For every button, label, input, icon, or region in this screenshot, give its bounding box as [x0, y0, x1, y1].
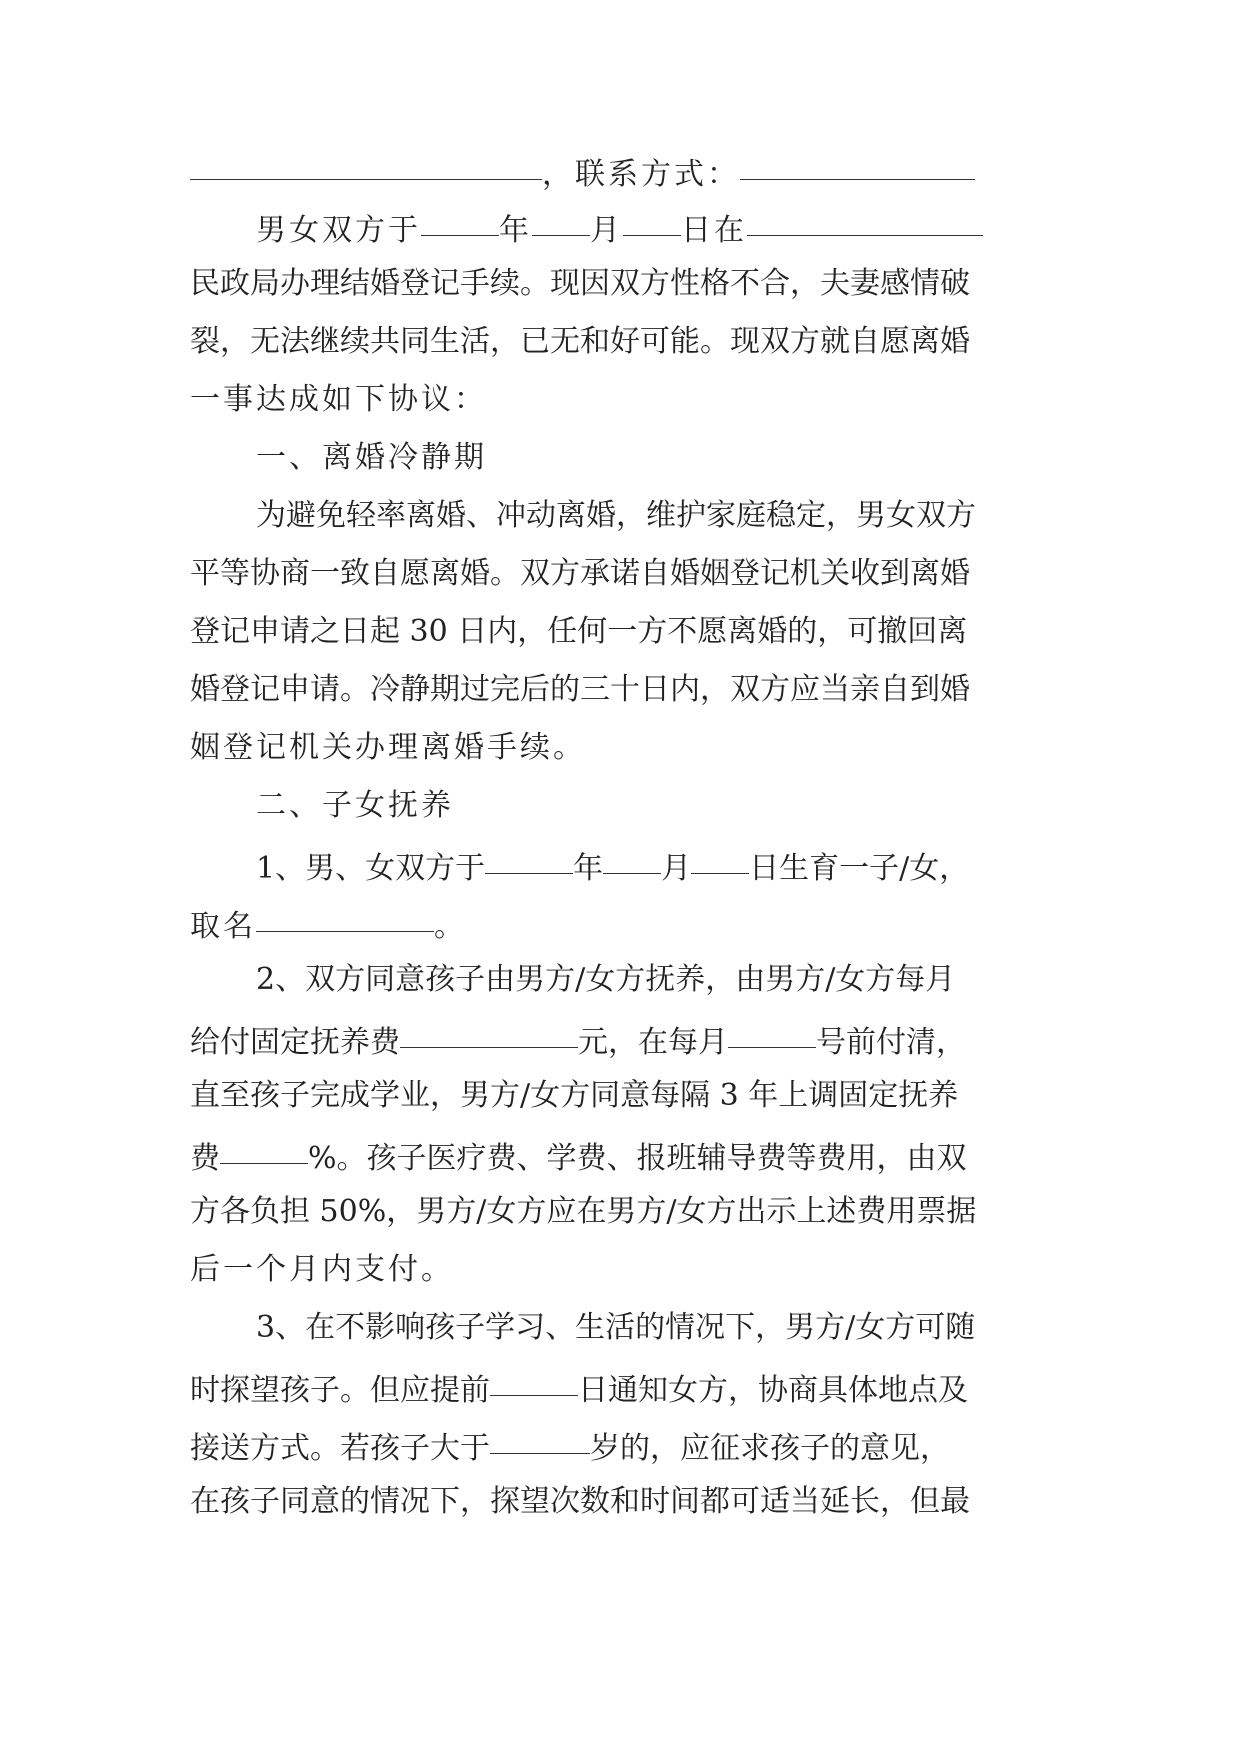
text-line [190, 1361, 1050, 1411]
fill-in-blank[interactable] [490, 1419, 590, 1454]
text-line [190, 1071, 1050, 1121]
line-text: 元，在每月 [578, 1025, 728, 1060]
line-text: 费 [190, 1141, 220, 1176]
line-text: 后一个月内支付。 [190, 1252, 454, 1287]
line-text: 日生育一子/女， [749, 851, 970, 886]
text-line [190, 1129, 1050, 1179]
text-line [190, 259, 1050, 309]
fill-in-blank[interactable] [256, 897, 434, 932]
text-line [190, 549, 1050, 599]
line-text: 取名 [190, 909, 256, 944]
text-line [190, 1419, 1050, 1469]
line-text: 二、子女抚养 [256, 788, 454, 823]
line-text: 年 [573, 851, 604, 886]
text-line [190, 897, 1050, 947]
text-line [190, 317, 1050, 367]
text-line [256, 955, 1050, 1005]
line-text: 月 [590, 213, 623, 248]
line-text: 1、男、女双方于 [256, 851, 486, 886]
fill-in-blank[interactable] [623, 201, 681, 236]
text-line [190, 1245, 1050, 1295]
text-line [190, 145, 1050, 195]
line-text: %。孩子医疗费、学费、报班辅导费等费用，由双 [308, 1141, 967, 1176]
text-line [256, 839, 1050, 889]
line-text: 年 [499, 213, 532, 248]
line-text: 裂，无法继续共同生活，已无和好可能。现双方就自愿离婚 [190, 324, 970, 359]
text-line [190, 665, 1050, 715]
line-text: 方各负担 50%，男方/女方应在男方/女方出示上述费用票据 [190, 1194, 977, 1229]
line-text: 接送方式。若孩子大于 [190, 1431, 490, 1466]
line-text: 一事达成如下协议： [190, 382, 487, 417]
line-text: 。 [434, 909, 467, 944]
line-text: 2、双方同意孩子由男方/女方抚养，由男方/女方每月 [256, 962, 956, 997]
fill-in-blank[interactable] [190, 145, 542, 180]
fill-in-blank[interactable] [490, 1361, 578, 1396]
text-line [190, 1477, 1050, 1527]
text-line [190, 1013, 1050, 1063]
fill-in-blank[interactable] [728, 1013, 816, 1048]
fill-in-blank[interactable] [400, 1013, 578, 1048]
line-text: 号前付清， [816, 1025, 966, 1060]
text-line [256, 491, 1050, 541]
line-text: 为避免轻率离婚、冲动离婚，维护家庭稳定，男女双方 [256, 498, 976, 533]
line-text: 3、在不影响孩子学习、生活的情况下，男方/女方可随 [256, 1310, 976, 1345]
fill-in-blank[interactable] [740, 145, 975, 180]
line-text: 民政局办理结婚登记手续。现因双方性格不合，夫妻感情破 [190, 266, 970, 301]
text-line [190, 607, 1050, 657]
fill-in-blank[interactable] [532, 201, 590, 236]
line-text: 日在 [681, 213, 747, 248]
line-text: 直至孩子完成学业，男方/女方同意每隔 3 年上调固定抚养 [190, 1078, 959, 1113]
line-text: 平等协商一致自愿离婚。双方承诺自婚姻登记机关收到离婚 [190, 556, 970, 591]
line-text: 登记申请之日起 30 日内，任何一方不愿离婚的，可撤回离 [190, 614, 968, 649]
line-text: 月 [661, 851, 692, 886]
line-text: 时探望孩子。但应提前 [190, 1373, 490, 1408]
text-line [256, 1303, 1050, 1353]
fill-in-blank[interactable] [421, 201, 499, 236]
line-text: 男女双方于 [256, 213, 421, 248]
line-text: 婚登记申请。冷静期过完后的三十日内，双方应当亲自到婚 [190, 672, 970, 707]
line-text: 一、离婚冷静期 [256, 440, 487, 475]
fill-in-blank[interactable] [485, 839, 573, 874]
line-text: 姻登记机关办理离婚手续。 [190, 730, 586, 765]
text-line [190, 1187, 1050, 1237]
text-line [256, 781, 1050, 831]
text-line [256, 201, 1050, 251]
fill-in-blank[interactable] [603, 839, 661, 874]
line-text: 给付固定抚养费 [190, 1025, 400, 1060]
fill-in-blank[interactable] [220, 1129, 308, 1164]
fill-in-blank[interactable] [691, 839, 749, 874]
line-text: 在孩子同意的情况下，探望次数和时间都可适当延长，但最 [190, 1484, 970, 1519]
text-line [190, 723, 1050, 773]
text-line [256, 433, 1050, 483]
fill-in-blank[interactable] [747, 201, 983, 236]
line-text: 岁的，应征求孩子的意见， [590, 1431, 950, 1466]
line-text: ，联系方式： [542, 157, 740, 192]
text-line [190, 375, 1050, 425]
line-text: 日通知女方，协商具体地点及 [578, 1373, 968, 1408]
